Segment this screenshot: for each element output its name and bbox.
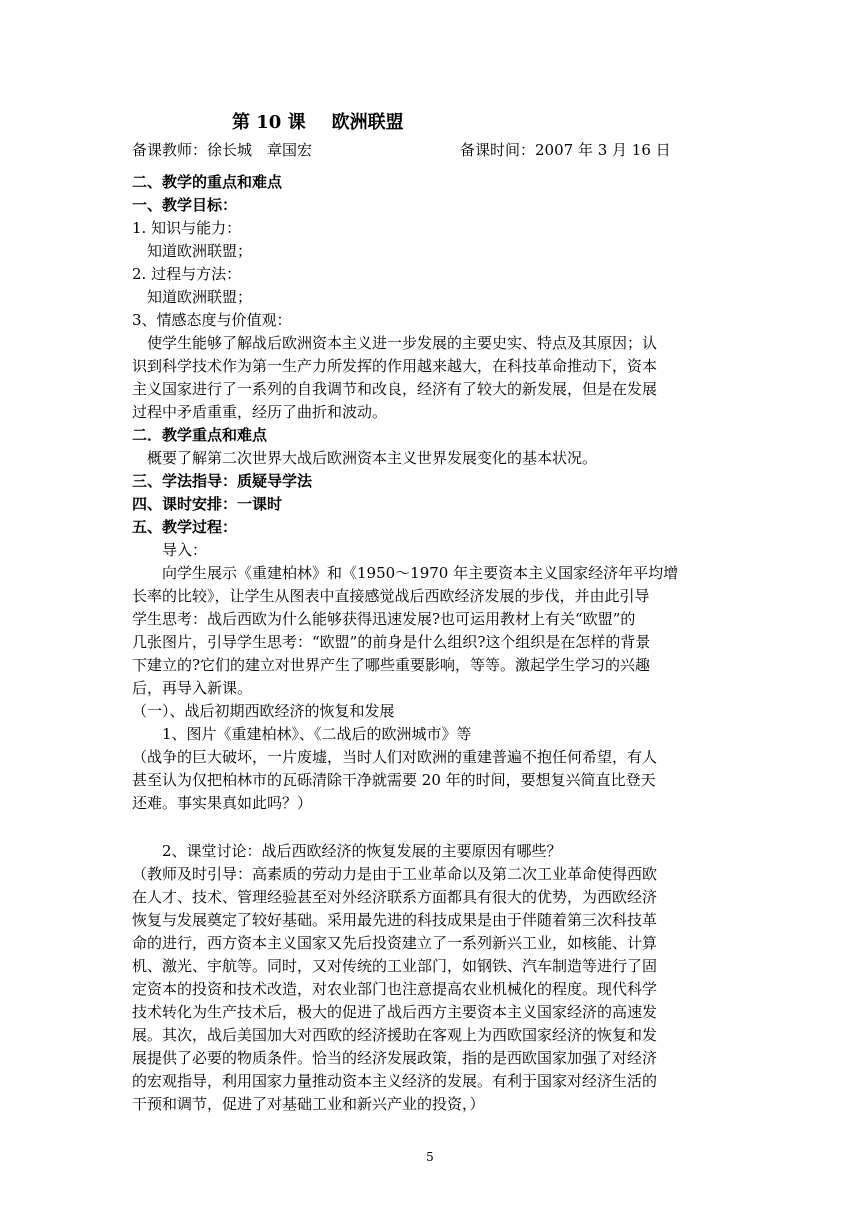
text-line: 命的进行，西方资本主义国家又先后投资建立了一系列新兴工业，如核能、计算 bbox=[132, 934, 658, 952]
text-line: 恢复与发展奠定了较好基础。采用最先进的科技成果是由于伴随着第三次科技革 bbox=[132, 911, 658, 929]
heading-process: 五、教学过程： bbox=[132, 518, 238, 536]
text-line: 干预和调节，促进了对基础工业和新兴产业的投资，） bbox=[132, 1095, 485, 1113]
text-line: 1、图片《重建柏林》、《二战后的欧洲城市》等 bbox=[132, 725, 472, 743]
text-line: 2、课堂讨论：战后西欧经济的恢复发展的主要原因有哪些？ bbox=[132, 842, 562, 860]
page-number: 5 bbox=[426, 1150, 434, 1164]
teacher-info: 备课教师：徐长城 章国宏 bbox=[132, 141, 313, 159]
text-line: 几张图片，引导学生思考：“欧盟”的前身是什么组织?这个组织是在怎样的背景 bbox=[132, 633, 651, 651]
text-line: 展提供了必要的物质条件。恰当的经济发展政策，指的是西欧国家加强了对经济 bbox=[132, 1049, 658, 1067]
text-line: 导入： bbox=[132, 541, 208, 559]
heading-schedule: 四、课时安排：一课时 bbox=[132, 495, 283, 513]
heading-key-difficult: 二．教学重点和难点 bbox=[132, 426, 268, 444]
text-line: 过程中矛盾重重，经历了曲折和波动。 bbox=[132, 403, 388, 421]
section-heading: （一）、战后初期西欧经济的恢复和发展 bbox=[132, 702, 395, 720]
heading-objectives: 一、教学目标： bbox=[132, 196, 238, 214]
lesson-number: 第 10 课 bbox=[232, 112, 306, 133]
page-title bbox=[232, 108, 404, 134]
heading-study-method: 三、学法指导：质疑导学法 bbox=[132, 472, 313, 490]
text-line: 定资本的投资和技术改造，对农业部门也注意提高农业机械化的程度。现代科学 bbox=[132, 980, 658, 998]
lesson-name: 欧洲联盟 bbox=[331, 112, 404, 133]
text-line: 2. 过程与方法： bbox=[132, 265, 242, 283]
text-line: 甚至认为仅把柏林市的瓦砾清除干净就需要 20 年的时间，要想复兴简直比登天 bbox=[132, 771, 656, 789]
text-line: 长率的比较》，让学生从图表中直接感觉战后西欧经济发展的步伐，并由此引导 bbox=[132, 587, 650, 605]
text-line: 识到科学技术作为第一生产力所发挥的作用越来越大，在科技革命推动下，资本 bbox=[132, 357, 658, 375]
text-line: 下建立的?它们的建立对世界产生了哪些重要影响，等等。激起学生学习的兴趣 bbox=[132, 656, 651, 674]
text-line: 向学生展示《重建柏林》和《1950～1970 年主要资本主义国家经济年平均增 bbox=[132, 564, 679, 582]
text-line: 知道欧洲联盟； bbox=[132, 242, 253, 260]
text-line: 机、激光、宇航等。同时，又对传统的工业部门，如钢铁、汽车制造等进行了固 bbox=[132, 957, 658, 975]
text-line: 后，再导入新课。 bbox=[132, 679, 253, 697]
text-line: 技术转化为生产技术后，极大的促进了战后西方主要资本主义国家经济的高速发 bbox=[132, 1003, 658, 1021]
text-line: 在人才、技术、管理经验甚至对外经济联系方面都具有很大的优势，为西欧经济 bbox=[132, 888, 658, 906]
prep-date: 备课时间：2007 年 3 月 16 日 bbox=[460, 141, 671, 159]
text-line: 1. 知识与能力： bbox=[132, 219, 242, 237]
text-line: （战争的巨大破坏，一片废墟，当时人们对欧洲的重建普遍不抱任何希望，有人 bbox=[132, 748, 658, 766]
text-line: 主义国家进行了一系列的自我调节和改良，经济有了较大的新发展，但是在发展 bbox=[132, 380, 658, 398]
text-line: 3、情感态度与价值观： bbox=[132, 311, 292, 329]
text-line: 还难。事实果真如此吗？） bbox=[132, 794, 313, 812]
text-line: 使学生能够了解战后欧洲资本主义进一步发展的主要史实、特点及其原因；认 bbox=[132, 334, 658, 352]
text-line: 学生思考：战后西欧为什么能够获得迅速发展?也可运用教材上有关“欧盟”的 bbox=[132, 610, 636, 628]
text-line: 知道欧洲联盟； bbox=[132, 288, 253, 306]
heading-key-points: 二、教学的重点和难点 bbox=[132, 173, 283, 191]
text-line: 概要了解第二次世界大战后欧洲资本主义世界发展变化的基本状况。 bbox=[132, 449, 598, 467]
text-line: （教师及时引导：高素质的劳动力是由于工业革命以及第二次工业革命使得西欧 bbox=[132, 865, 658, 883]
text-line: 展。其次，战后美国加大对西欧的经济援助在客观上为西欧国家经济的恢复和发 bbox=[132, 1026, 658, 1044]
text-line: 的宏观指导，利用国家力量推动资本主义经济的发展。有利于国家对经济生活的 bbox=[132, 1072, 658, 1090]
